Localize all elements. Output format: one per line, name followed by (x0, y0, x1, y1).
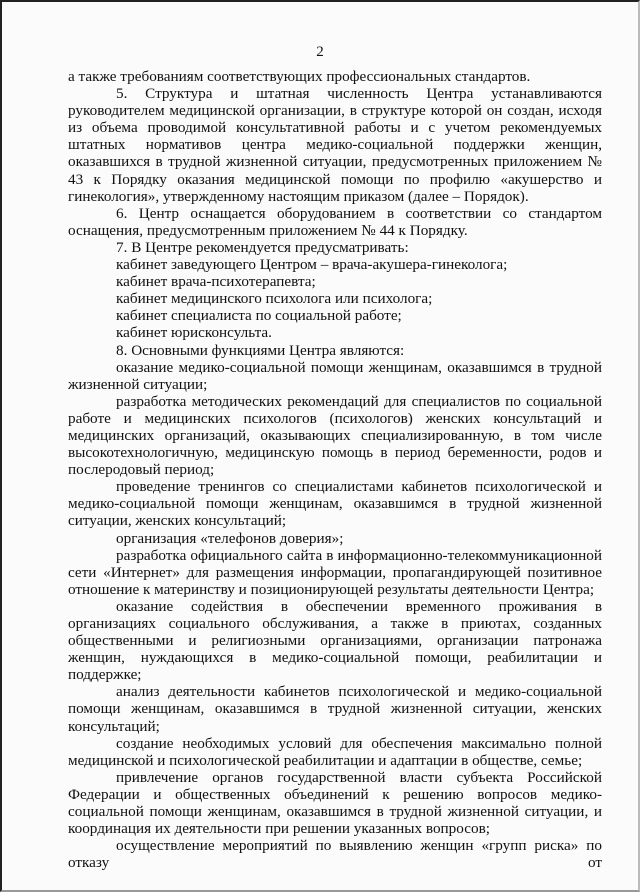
function-item: организация «телефонов доверия»; (116, 529, 344, 547)
function-item: разработка официального сайта в информационно-телекоммуникационной сети «Интернет» для размещения информации, пропагандирующей позитивное отношение к материнству и позиционирующей результаты деятельности Центра; (68, 546, 602, 598)
list-item: кабинет юрисконсульта. (116, 324, 272, 342)
function-item: проведение тренингов со специалистами кабинетов психологической и медико-социальной помощи женщинам, оказавшимся в трудной жизненной ситуации, женских консультаций; (68, 478, 602, 530)
list-item: кабинет врача-психотерапевта; (116, 273, 316, 291)
list-item: кабинет медицинского психолога или психолога; (116, 290, 433, 308)
function-item: привлечение органов государственной власти субъекта Российской Федерации и общественных объединений к решению вопросов медико-социальной помощи женщинам, оказавшимся в трудной жизненной ситуации, и координация их деятельности при решении указанных вопросов; (68, 768, 602, 838)
paragraph-clause-8: 8. Основными функциями Центра являются: (116, 341, 405, 359)
list-item: кабинет заведующего Центром – врача-акушера-гинеколога; (116, 256, 508, 274)
function-item: разработка методических рекомендаций для специалистов по социальной работе и медицинских психологов (психологов) женских консультаций и медицинских организаций, оказывающих специализированную, в том числе высокотехнологичную, медицинскую помощь в период беременности, родов и послеродовый период; (68, 392, 602, 479)
function-item: оказание медико-социальной помощи женщинам, оказавшимся в трудной жизненной ситуации; (68, 358, 602, 393)
document-body (68, 68, 602, 871)
paragraph-clause-7: 7. В Центре рекомендуется предусматривать: (116, 238, 409, 256)
function-item: анализ деятельности кабинетов психологической и медико-социальной помощи женщинам, оказавшимся в трудной жизненной ситуации, женских консультаций; (68, 683, 602, 735)
paragraph-clause-5: 5. Структура и штатная численность Центра устанавливаются руководителем медицинской организации, в структуре которой он создан, исходя из объема проводимой консультативной работы и с учетом рекомендуемых штатных нормативов центра медико-социальной поддержки женщин, оказавшихся в трудной жизненной ситуации, предусмотренных приложением № 43 к Порядку оказания медицинской помощи по профилю «акушерство и гинекология», утвержденному настоящим приказом (далее – Порядок). (68, 85, 602, 205)
paragraph-continuation: а также требованиям соответствующих профессиональных стандартов. (68, 68, 531, 85)
list-item: кабинет специалиста по социальной работе; (116, 307, 402, 325)
function-item: оказание содействия в обеспечении временного проживания в организациях социального обслуживания, а также в приютах, созданных общественными и религиозными организациями, организации патронажа женщин, нуждающихся в медико-социальной помощи, реабилитации и поддержке; (68, 597, 602, 684)
paragraph-clause-6: 6. Центр оснащается оборудованием в соответствии со стандартом оснащения, предусмотренным приложением № 44 к Порядку. (68, 204, 602, 239)
function-item: осуществление мероприятий по выявлению женщин «групп риска» по отказу от (68, 837, 602, 872)
function-item: создание необходимых условий для обеспечения максимально полной медицинской и психологической реабилитации и адаптации в обществе, семье; (68, 734, 602, 769)
page-number: 2 (316, 44, 324, 60)
